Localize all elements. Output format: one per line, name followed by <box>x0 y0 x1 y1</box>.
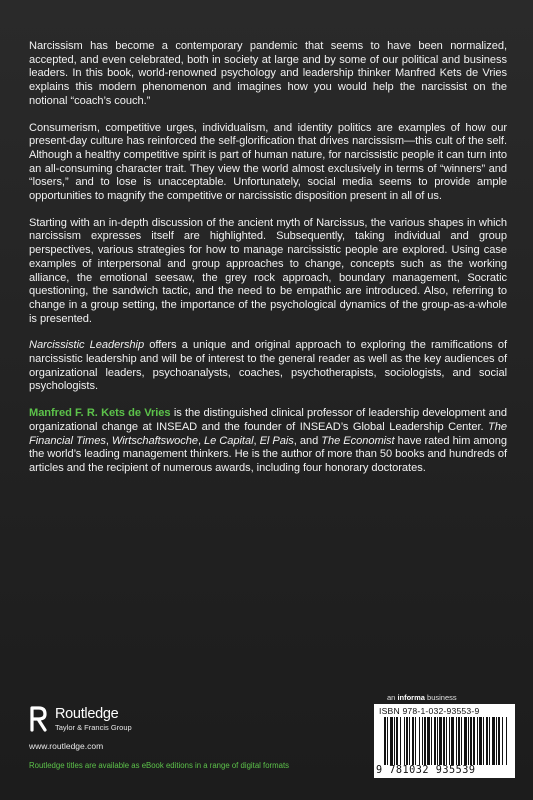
ebook-availability-note: Routledge titles are available as eBook editions in a range of digital formats <box>29 761 290 770</box>
publisher-group: Taylor & Francis Group <box>55 722 132 732</box>
barcode-bar <box>506 717 507 765</box>
barcode-bar <box>468 717 469 765</box>
publication-financial-times: The Financial Times <box>29 420 507 447</box>
blurb-text <box>29 40 507 489</box>
separator: , <box>197 434 205 447</box>
barcode-bar <box>434 717 436 765</box>
barcode-bar <box>390 717 393 765</box>
barcode-bar <box>409 717 410 765</box>
barcode-bar <box>449 717 450 765</box>
publication-wirtschaftswoche: Wirtschaftswoche <box>111 434 198 447</box>
barcode-bar <box>458 717 460 765</box>
isbn-number: ISBN 978-1-032-93553-9 <box>379 706 480 716</box>
publication-le-capital: Le Capital <box>204 434 254 447</box>
barcode-digits: 9 781032 935539 <box>376 765 476 776</box>
barcode-bar <box>400 717 401 765</box>
isbn-barcode-box <box>374 704 515 778</box>
barcode-bar <box>431 717 432 765</box>
barcode-bars <box>384 717 508 765</box>
barcode-bar <box>396 717 398 765</box>
blurb-paragraph-4-rest: offers a unique and original approach to exploring the ramifications of narcissistic leadership and will be of interest to the general reader as well as the key audiences of organizational leaders, psychoanalysts, coaches, psychotherapists, sociologists, and social psychologists. <box>29 339 507 393</box>
barcode-bar <box>483 717 484 765</box>
barcode-bar <box>456 717 457 765</box>
barcode-bar <box>473 717 475 765</box>
barcode-bar <box>479 717 482 765</box>
author-bio-part-1: is the distinguished clinical professor of leadership development and organizational change at INSEAD and the founder of INSEAD’s Global Leadership Center. <box>29 407 507 433</box>
barcode-bar <box>470 717 472 765</box>
informa-business-tag <box>387 693 457 702</box>
barcode-bar <box>461 717 462 765</box>
barcode-bar <box>384 717 386 765</box>
barcode-bar <box>437 717 438 765</box>
barcode-bar <box>424 717 426 765</box>
publisher-logo-block <box>29 706 132 732</box>
informa-suffix: business <box>424 693 457 702</box>
informa-prefix: an <box>387 693 398 702</box>
separator: , and <box>293 434 322 447</box>
book-title-italic: Narcissistic Leadership <box>29 339 145 352</box>
barcode-bar <box>486 717 488 765</box>
publication-el-pais: El Pais <box>259 434 294 447</box>
barcode-bar <box>502 717 503 765</box>
barcode-bar <box>496 717 497 765</box>
barcode-bar <box>387 717 388 765</box>
author-bio <box>29 407 507 476</box>
barcode-bar <box>464 717 467 765</box>
barcode-bar <box>498 717 500 765</box>
publication-the-economist: The Economist <box>321 434 395 447</box>
routledge-r-logo-icon <box>29 706 49 732</box>
barcode-bar <box>406 717 408 765</box>
blurb-paragraph-3: Starting with an in-depth discussion of the ancient myth of Narcissus, the various shapes in which narcissism expresses itself are highlighted. Subsequently, taking individual and group perspectives, various strategies for how to manage narcissistic people are explored. Using case examples of interpersonal and group approaches to change, concepts such as the working alliance, the emotional seesaw, the grey rock approach, boundary management, Socratic questioning, the sandwich tactic, and the need to be empathic are introduced. Also, referring to change in a group setting, the importance of the psychological dynamics of the group-as-a-whole is presented. <box>29 216 507 325</box>
barcode-bar <box>422 717 423 765</box>
publisher-text <box>55 707 132 731</box>
publisher-name: Routledge <box>55 706 119 722</box>
barcode-bar <box>419 717 420 765</box>
barcode-bar <box>446 717 447 765</box>
barcode-bar <box>443 717 445 765</box>
author-bio-part-2: have rated him among the world’s leading management thinkers. He is the author of more than 50 books and hundreds of articles and the recipient of numerous awards, including four honorary doctorates. <box>29 434 507 474</box>
barcode-bar <box>489 717 490 765</box>
blurb-paragraph-1: Narcissism has become a contemporary pandemic that seems to have been normalized, accepted, and even celebrated, both in society at large and by some of our political and business leaders. In this book, world-renowned psychology and leadership thinker Manfred Kets de Vries explains this modern phenomenon and imagines how you would help the narcissist on the notional “coach’s couch.” <box>29 40 507 107</box>
author-name: Manfred F. R. Kets de Vries <box>29 407 171 420</box>
barcode-bar <box>415 717 416 765</box>
barcode-bar <box>451 717 454 765</box>
barcode-bar <box>492 717 495 765</box>
barcode-bar <box>412 717 414 765</box>
separator: , <box>253 434 260 447</box>
publisher-url: www.routledge.com <box>29 741 104 751</box>
separator: , <box>105 434 112 447</box>
blurb-paragraph-4 <box>29 339 507 394</box>
barcode-bar <box>439 717 442 765</box>
informa-brand: informa <box>397 693 425 702</box>
barcode-bar <box>404 717 405 765</box>
barcode-bar <box>427 717 430 765</box>
blurb-paragraph-2: Consumerism, competitive urges, individualism, and identity politics are examples of how our present-day culture has reinforced the self-glorification that drives narcissism—this cult of the self. Although a healthy competitive spirit is part of human nature, for narcissistic people it can turn into an all-consuming character trait. They view the world almost exclusively in terms of “winners” and “losers,” and to lose is unacceptable. Unfortunately, social media seems to provide ample opportunities to magnify the competitive or narcissistic disposition present in all of us. <box>29 121 507 203</box>
barcode-bar <box>394 717 395 765</box>
barcode-bar <box>477 717 478 765</box>
